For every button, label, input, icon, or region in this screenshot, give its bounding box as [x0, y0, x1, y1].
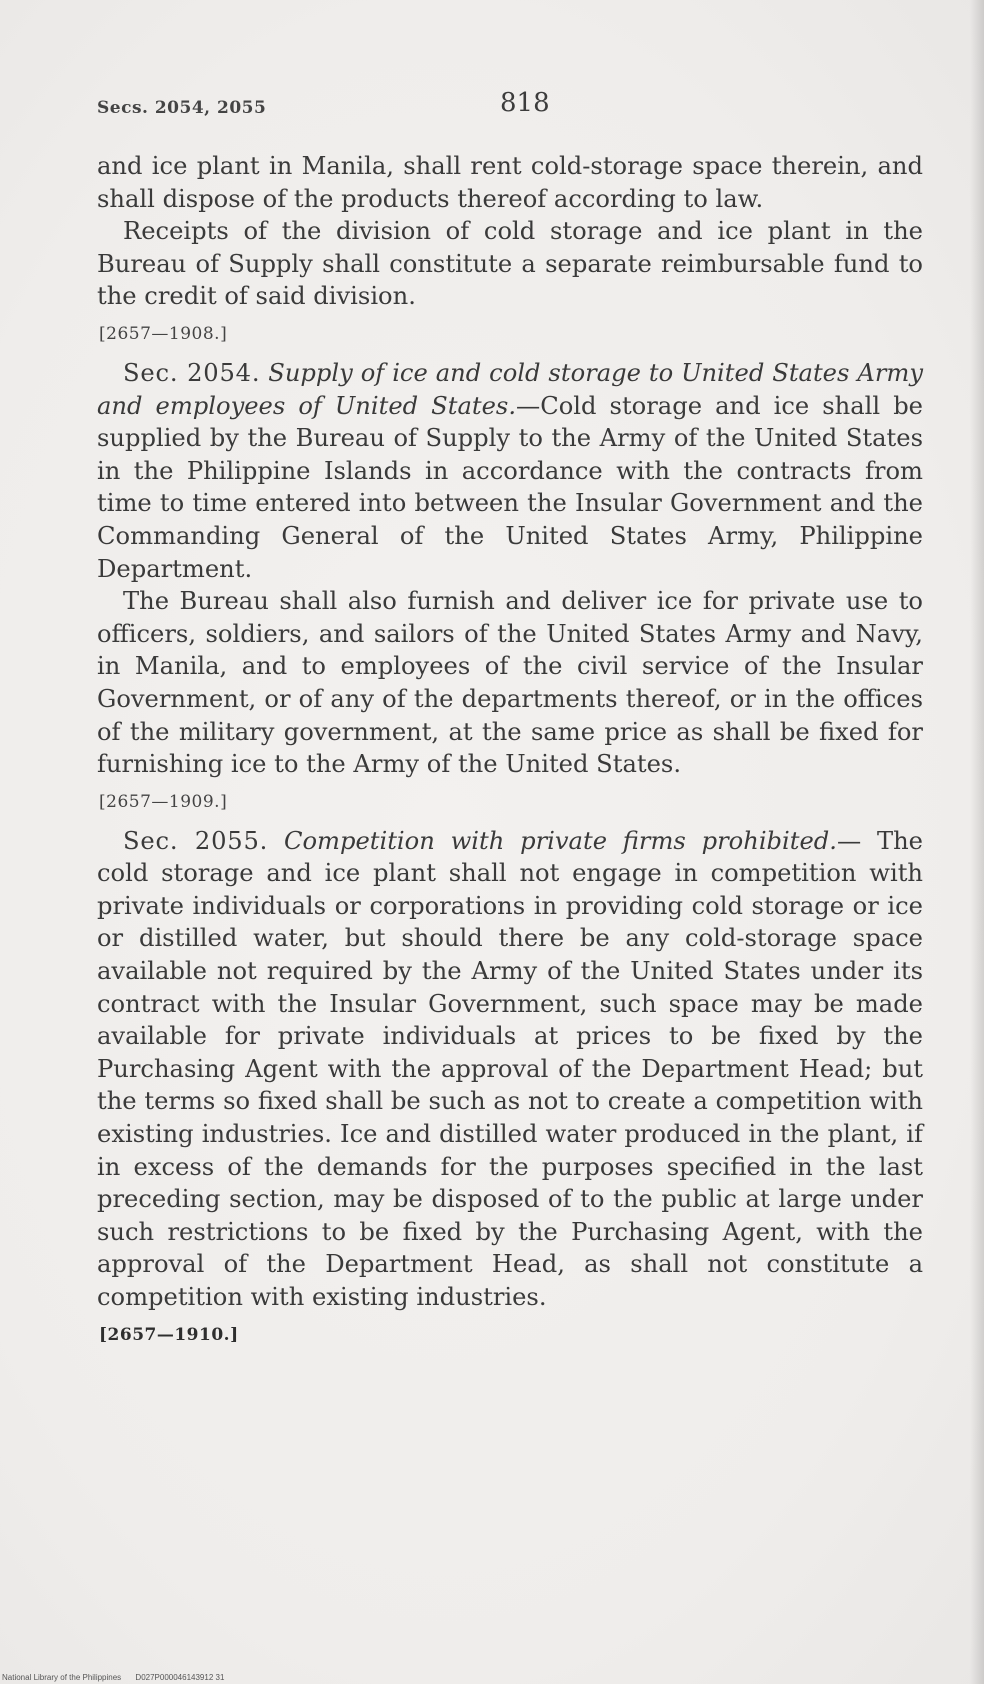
section-2054-text: —Cold storage and ice shall be supplied by the Bureau of Supply to the Army of the United States in the Philippine Islands in accordance with the contracts from time to time entered into between the Insular Government and the Commanding General of the United States Army, Philippine Department.	[97, 391, 923, 583]
record-id: D027P000046143912 31	[135, 1673, 225, 1682]
paragraph-bureau-ice: The Bureau shall also furnish and deliver ice for private use to officers, soldiers, and sailors of the United States Army and Navy, in Manila, and to employees of the civil service of the Insular Government, or of any of the departments thereof, or in the offices of the military government, at the same price as shall be fixed for furnishing ice to the Army of the United States.	[97, 587, 923, 779]
section-2054-title: Supply of ice and cold storage to United States Army and employees of United States.	[97, 358, 923, 420]
body-text	[97, 150, 923, 1358]
library-credit: National Library of the Philippines	[2, 1673, 122, 1682]
section-2055-title: Competition with private firms prohibited.	[283, 826, 837, 855]
scan-footer	[2, 1673, 236, 1682]
section-reference: Secs. 2054, 2055	[97, 98, 267, 118]
section-2055-text: — The cold storage and ice plant shall not engage in competition with private individuals or corporations in providing cold storage or ice or distilled water, but should there be any cold-storage space available not required by the Army of the United States under its contract with the Insular Government, such space may be made available for private individuals at prices to be fixed by the Purchasing Agent with the approval of the Department Head; but the terms so fixed shall be such as not to create a competition with existing industries. Ice and distilled water produced in the plant, if in excess of the demands for the purposes specified in the last preceding section, may be disposed of to the public at large under such restrictions to be fixed by the Purchasing Agent, with the approval of the Department Head, as shall not constitute a competition with existing industries.	[97, 826, 923, 1311]
page-header	[97, 88, 917, 128]
citation-1910: [2657—1910.]	[99, 1324, 239, 1345]
section-2054-label: Sec. 2054.	[123, 358, 261, 387]
page-edge-shadow	[970, 0, 984, 1684]
citation-1909: [2657—1909.]	[99, 791, 228, 812]
page-number: 818	[500, 88, 550, 118]
paragraph-continuation: and ice plant in Manila, shall rent cold-storage space therein, and shall dispose of the products thereof according to law.	[97, 152, 923, 213]
citation-1908: [2657—1908.]	[99, 323, 228, 344]
paragraph-receipts: Receipts of the division of cold storage and ice plant in the Bureau of Supply shall constitute a separate reimbursable fund to the credit of said division.	[97, 217, 923, 311]
section-2055	[97, 825, 923, 1314]
section-2055-label: Sec. 2055.	[123, 826, 269, 855]
section-2054	[97, 357, 923, 585]
